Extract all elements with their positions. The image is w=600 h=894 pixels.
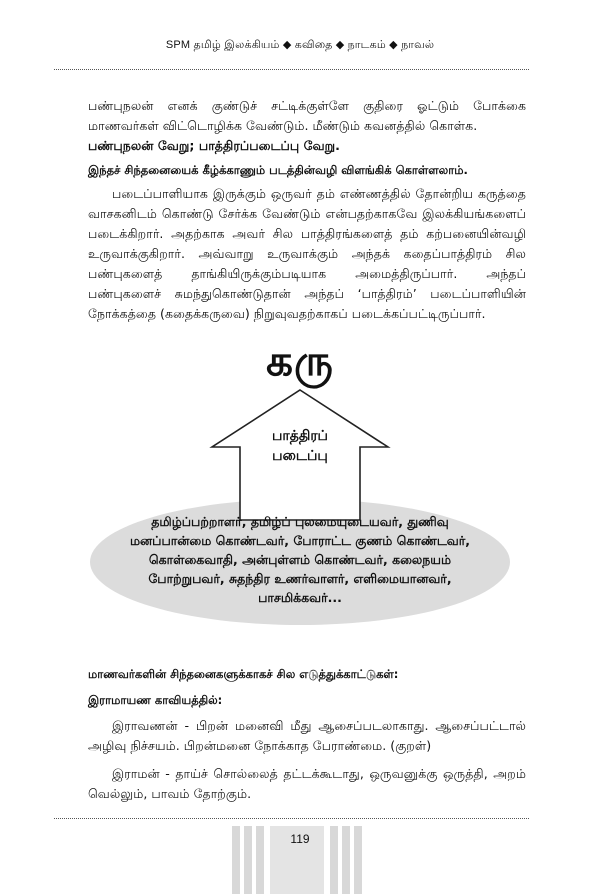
intro-block xyxy=(88,96,526,156)
intro-text: பண்புநலன் எனக் குண்டுச் சட்டிக்குள்ளே குதிரை ஓட்டும் போக்கை மாணவர்கள் விட்டொழிக்க வேண்டும். மீண்டும் கவனத்தில் கொள்க. xyxy=(88,98,526,133)
diagram-title: கரு xyxy=(266,336,334,385)
body-paragraph: படைப்பாளியாக இருக்கும் ஒருவர் தம் எண்ணத்தில் தோன்றிய கருத்தை வாசகனிடம் கொண்டு சேர்க்க வேண்டும் என்பதற்காகவே இலக்கியங்களைப் படைக்கிறார். அதற்காக அவர் சில பாத்திரங்களைத் தம் கற்பனையின்வழி உருவாக்குகிறார். அவ்வாறு உருவாக்கும் அந்தக் கதைப்பாத்திரம் சில பண்புகளைத் தாங்கியிருக்கும்படியாக அமைத்திருப்பார். அந்தப் பண்புகளைச் சுமந்துகொண்டுதான் அந்தப் ‘பாத்திரம்’ படைப்பாளியின் நோக்கத்தை (கதைக்கருவை) நிறுவுவதற்காகப் படைக்கப்பட்டிருப்பார். xyxy=(88,186,526,321)
example-item-ravana: இராவணன் - பிறன் மனைவி மீது ஆசைப்படலாகாது. ஆசைப்பட்டால் அழிவு நிச்சயம். பிறன்மனை நோக்காத பேராண்மை. (குறள்) xyxy=(88,718,526,753)
examples-heading: மாணவர்களின் சிந்தனைகளுக்காகச் சில எடுத்துக்காட்டுகள்: xyxy=(88,667,399,681)
arrow-label-line2: படைப்பு xyxy=(272,448,328,464)
header-divider xyxy=(54,69,529,70)
intro-emphasis: பண்புநலன் வேறு; பாத்திரப்படைப்பு வேறு. xyxy=(88,138,340,153)
concept-heading: இந்தச் சிந்தனையைக் கீழ்க்காணும் படத்தின்வழி விளங்கிக் கொள்ளலாம். xyxy=(88,163,468,177)
arrow-label xyxy=(248,426,352,466)
running-header: SPM தமிழ் இலக்கியம் ◆ கவிதை ◆ நாடகம் ◆ நாவல் xyxy=(165,39,435,51)
examples-subheading: இராமாயண காவியத்தில்: xyxy=(88,693,223,707)
example-item-rama: இராமன் - தாய்ச் சொல்லைத் தட்டக்கூடாது, ஒருவனுக்கு ஒருத்தி, அறம் வெல்லும், பாவம் தோற்கும். xyxy=(88,766,526,801)
page-number: 119 xyxy=(290,832,310,846)
footer-divider xyxy=(54,818,529,819)
qualities-text: தமிழ்ப்பற்றாளர், தமிழ்ப் புலமையுடையவர், துணிவு மனப்பான்மை கொண்டவர், போராட்ட குணம் கொண்டவர், கொள்கைவாதி, அன்புள்ளம் கொண்டவர், கலைநயம் போற்றுபவர், சுதந்திர உணர்வாளர், எளிமையானவர், பாசமிக்கவர்... xyxy=(129,514,471,605)
arrow-label-line1: பாத்திரப் xyxy=(272,428,328,444)
